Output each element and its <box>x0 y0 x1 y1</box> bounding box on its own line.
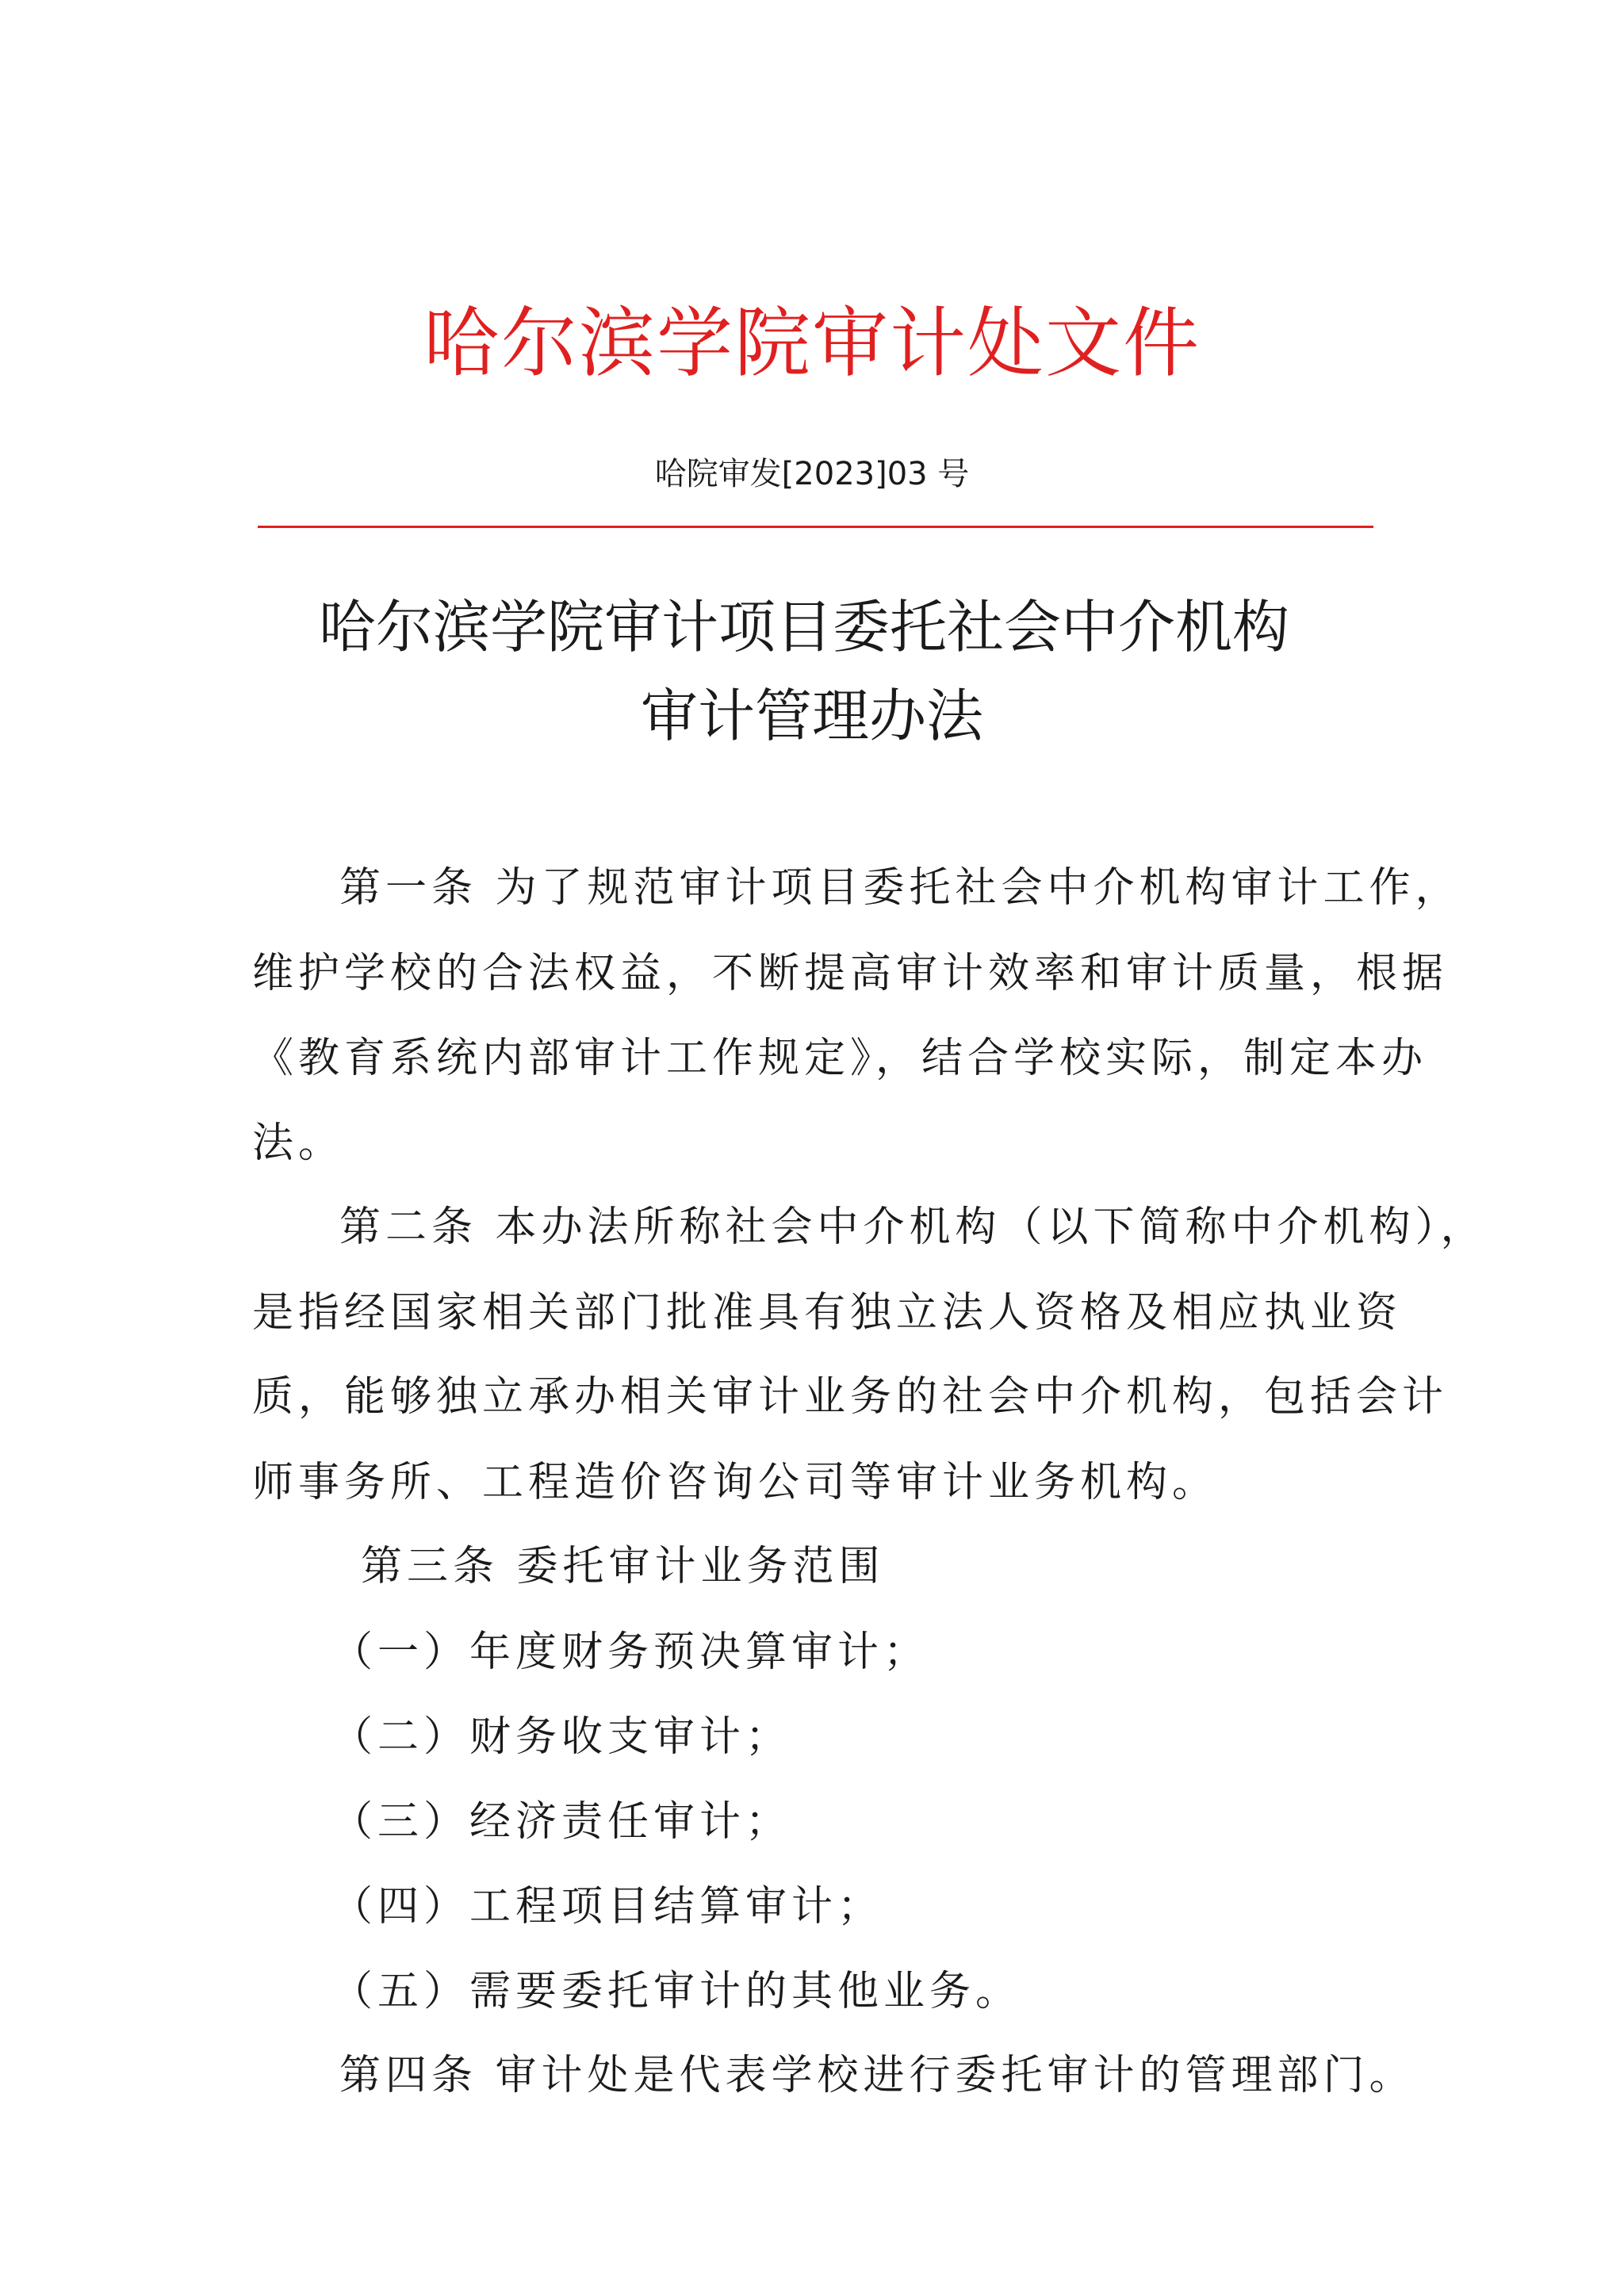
article-3-heading: 第三条 委托审计业务范围 <box>361 1543 885 1590</box>
issuer-title: 哈尔滨学院审计处文件 <box>423 299 1201 388</box>
article-1-line-2: 维护学校的合法权益，不断提高审计效率和审计质量，根据 <box>252 950 1449 997</box>
red-divider <box>258 526 1373 528</box>
article-1-line-3: 《教育系统内部审计工作规定》，结合学校实际，制定本办 <box>252 1035 1428 1082</box>
article-4-line-1: 第四条 审计处是代表学校进行委托审计的管理部门。 <box>339 2052 1415 2099</box>
document-number: 哈院审发[2023]03 号 <box>654 456 970 492</box>
scope-item-2: （二）财务收支审计； <box>331 1713 792 1761</box>
article-2-line-3: 质，能够独立承办相关审计业务的社会中介机构，包括会计 <box>252 1373 1449 1421</box>
scope-item-5: （五）需要委托审计的其他业务。 <box>331 1968 1022 2015</box>
document-title-line-1: 哈尔滨学院审计项目委托社会中介机构 <box>318 594 1289 660</box>
scope-item-3: （三）经济责任审计； <box>331 1798 792 1846</box>
article-2-line-1: 第二条 本办法所称社会中介机构（以下简称中介机构）， <box>339 1203 1487 1251</box>
scope-item-1: （一）年度财务预决算审计； <box>331 1628 930 1676</box>
article-1-line-1: 第一条 为了规范审计项目委托社会中介机构审计工作， <box>339 864 1461 912</box>
article-1-line-4: 法。 <box>252 1119 345 1167</box>
article-2-line-2: 是指经国家相关部门批准具有独立法人资格及相应执业资 <box>252 1289 1403 1337</box>
article-2-line-4: 师事务所、工程造价咨询公司等审计业务机构。 <box>252 1459 1219 1506</box>
document-title-line-2: 审计管理办法 <box>640 683 983 749</box>
scope-item-4: （四）工程项目结算审计； <box>331 1883 884 1931</box>
